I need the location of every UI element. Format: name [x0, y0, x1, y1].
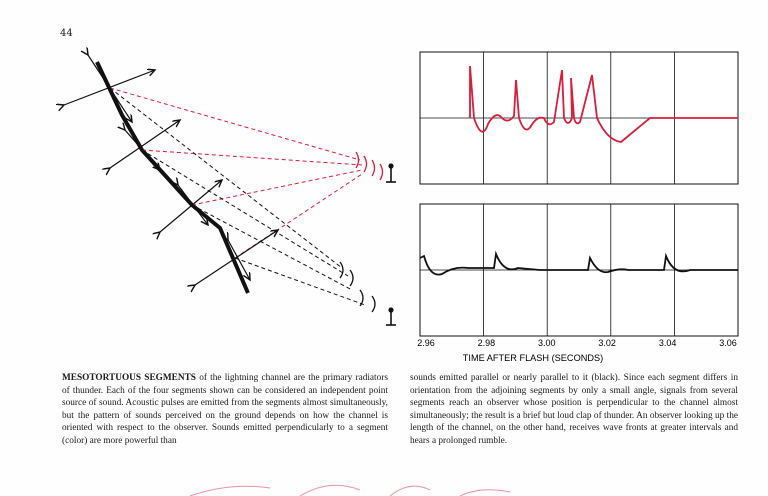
- lightning-diagram: [64, 55, 396, 325]
- perpendicular-rays: [110, 88, 362, 258]
- observer-lower: [386, 307, 396, 325]
- x-tick-label: 3.02: [598, 338, 616, 348]
- x-axis-ticks: [417, 338, 737, 348]
- radiation-arrows: [64, 55, 278, 285]
- x-tick-label: 3.06: [719, 338, 737, 348]
- caption-column-2: sounds emitted parallel or nearly parallel to it (black). Since each segment differs in orientation from the adjoining segments by only a small angle, signals from several segments reach an observer whose position is perpendicular to the channel almost simultaneously; the result is a brief but loud clap of thunder. An observer looking up the length of the channel, on the other hand, receives wave fronts at greater intervals and hears a prolonged rumble.: [410, 373, 738, 446]
- x-axis-title: TIME AFTER FLASH (SECONDS): [462, 353, 604, 363]
- bottom-scribble: [190, 485, 510, 496]
- oscillogram-top: [420, 52, 738, 184]
- x-tick-label: 2.98: [477, 338, 496, 348]
- x-tick-label: 2.96: [417, 338, 435, 348]
- observer-upper: [386, 163, 396, 182]
- lightning-channel: [97, 62, 248, 293]
- caption-col1-text: of the lightning channel are the primary radiators of thunder. Each of the four segments shown can be considered an independent point source of sound. Acoustic pulses are emitted from the segments almost simultaneously, but the pattern of sounds perceived on the ground depends on how the channel is oriented with respect to the observer. Sounds emitted perpendicularly to a segment (color) are more powerful than: [62, 373, 388, 446]
- black-wavefronts: [340, 262, 375, 312]
- caption-column-1: [62, 372, 388, 448]
- x-tick-label: 3.00: [538, 338, 556, 348]
- x-tick-label: 3.04: [658, 338, 677, 348]
- page-number: 44: [60, 28, 73, 39]
- oscillogram-bottom: [420, 204, 738, 336]
- caption-lead: MESOTORTUOUS SEGMENTS: [62, 373, 196, 383]
